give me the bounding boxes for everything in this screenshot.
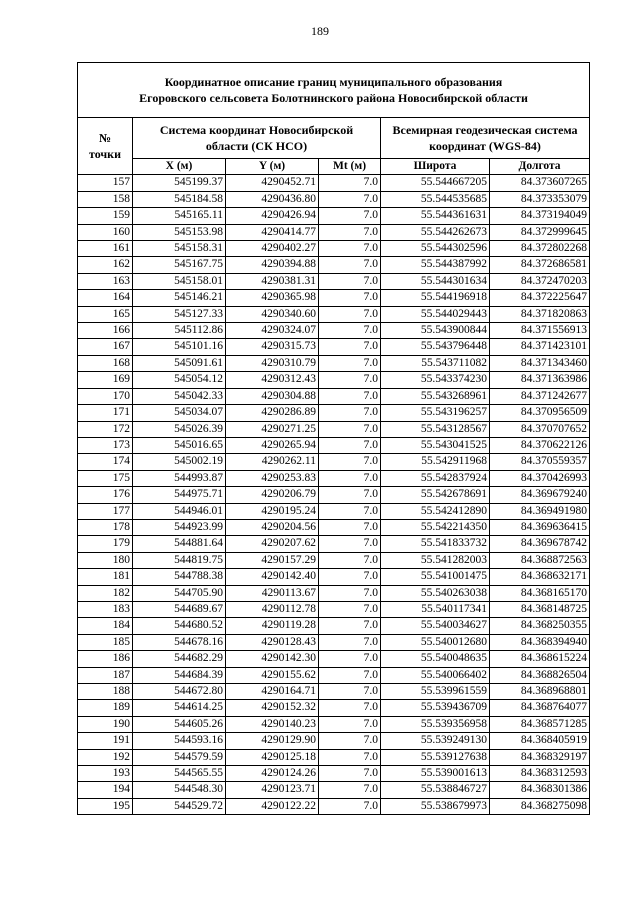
x-cell: 544923.99 (133, 519, 226, 535)
latitude-cell: 55.540012680 (381, 634, 490, 650)
point-number-cell: 179 (78, 536, 133, 552)
latitude-cell: 55.538679973 (381, 798, 490, 814)
latitude-cell: 55.540034627 (381, 618, 490, 634)
mt-cell: 7.0 (319, 388, 381, 404)
latitude-cell: 55.542412890 (381, 503, 490, 519)
table-row (78, 290, 590, 306)
x-cell: 545167.75 (133, 257, 226, 273)
y-cell: 4290129.90 (226, 733, 319, 749)
mt-cell: 7.0 (319, 684, 381, 700)
table-row (78, 421, 590, 437)
table-row (78, 798, 590, 814)
y-cell: 4290452.71 (226, 175, 319, 191)
y-cell: 4290286.89 (226, 405, 319, 421)
local-system-header (133, 118, 381, 159)
point-number-cell: 190 (78, 716, 133, 732)
x-cell: 544881.64 (133, 536, 226, 552)
latitude-cell: 55.544667205 (381, 175, 490, 191)
table-row (78, 355, 590, 371)
point-number-header-label: точки (88, 147, 122, 162)
table-row (78, 749, 590, 765)
longitude-cell: 84.368148725 (490, 601, 590, 617)
y-cell: 4290324.07 (226, 323, 319, 339)
point-number-cell: 184 (78, 618, 133, 634)
table-row (78, 257, 590, 273)
latitude-cell: 55.543374230 (381, 372, 490, 388)
x-cell: 544548.30 (133, 782, 226, 798)
longitude-cell: 84.370956509 (490, 405, 590, 421)
point-number-cell: 183 (78, 601, 133, 617)
point-number-cell: 173 (78, 437, 133, 453)
x-cell: 544672.80 (133, 684, 226, 700)
table-row (78, 684, 590, 700)
y-cell: 4290207.62 (226, 536, 319, 552)
point-number-cell: 164 (78, 290, 133, 306)
x-cell: 545153.98 (133, 224, 226, 240)
point-number-cell: 185 (78, 634, 133, 650)
table-row (78, 191, 590, 207)
y-cell: 4290262.11 (226, 454, 319, 470)
table-body (78, 175, 590, 815)
table-row (78, 782, 590, 798)
x-cell: 544946.01 (133, 503, 226, 519)
mt-cell: 7.0 (319, 519, 381, 535)
point-number-cell: 161 (78, 241, 133, 257)
y-cell: 4290253.83 (226, 470, 319, 486)
y-cell: 4290122.22 (226, 798, 319, 814)
point-number-cell: 162 (78, 257, 133, 273)
y-cell: 4290119.28 (226, 618, 319, 634)
longitude-cell: 84.368250355 (490, 618, 590, 634)
x-cell: 544684.39 (133, 667, 226, 683)
longitude-column-header: Долгота (490, 159, 590, 175)
table-row (78, 273, 590, 289)
mt-cell: 7.0 (319, 667, 381, 683)
longitude-cell: 84.368571285 (490, 716, 590, 732)
y-cell: 4290402.27 (226, 241, 319, 257)
point-number-cell: 169 (78, 372, 133, 388)
y-cell: 4290195.24 (226, 503, 319, 519)
x-cell: 544819.75 (133, 552, 226, 568)
mt-cell: 7.0 (319, 733, 381, 749)
latitude-cell: 55.544262673 (381, 224, 490, 240)
longitude-cell: 84.368764077 (490, 700, 590, 716)
table-row (78, 585, 590, 601)
mt-cell: 7.0 (319, 224, 381, 240)
mt-cell: 7.0 (319, 290, 381, 306)
latitude-cell: 55.543268961 (381, 388, 490, 404)
y-cell: 4290152.32 (226, 700, 319, 716)
latitude-cell: 55.544387992 (381, 257, 490, 273)
point-number-cell: 159 (78, 208, 133, 224)
table-row (78, 208, 590, 224)
point-number-cell: 180 (78, 552, 133, 568)
x-cell: 545002.19 (133, 454, 226, 470)
page-number: 189 (311, 24, 329, 38)
longitude-cell: 84.368275098 (490, 798, 590, 814)
longitude-cell: 84.372999645 (490, 224, 590, 240)
table-row (78, 651, 590, 667)
latitude-cell: 55.539127638 (381, 749, 490, 765)
longitude-cell: 84.368394940 (490, 634, 590, 650)
x-cell: 544593.16 (133, 733, 226, 749)
mt-cell: 7.0 (319, 208, 381, 224)
latitude-cell: 55.544301634 (381, 273, 490, 289)
y-cell: 4290436.80 (226, 191, 319, 207)
latitude-cell: 55.542837924 (381, 470, 490, 486)
mt-cell: 7.0 (319, 716, 381, 732)
table-row (78, 323, 590, 339)
mt-cell: 7.0 (319, 766, 381, 782)
table-row (78, 503, 590, 519)
x-cell: 544975.71 (133, 487, 226, 503)
y-cell: 4290381.31 (226, 273, 319, 289)
y-cell: 4290128.43 (226, 634, 319, 650)
latitude-cell: 55.542214350 (381, 519, 490, 535)
longitude-cell: 84.368615224 (490, 651, 590, 667)
latitude-cell: 55.539001613 (381, 766, 490, 782)
latitude-cell: 55.540066402 (381, 667, 490, 683)
point-number-cell: 181 (78, 569, 133, 585)
table-row (78, 241, 590, 257)
point-number-cell: 158 (78, 191, 133, 207)
x-cell: 545042.33 (133, 388, 226, 404)
y-column-header: Y (м) (226, 159, 319, 175)
mt-cell: 7.0 (319, 372, 381, 388)
y-cell: 4290140.23 (226, 716, 319, 732)
y-cell: 4290124.26 (226, 766, 319, 782)
local-system-header-line2: области (СК НСО) (205, 139, 308, 153)
latitude-cell: 55.540048635 (381, 651, 490, 667)
point-number-cell: 167 (78, 339, 133, 355)
latitude-cell: 55.542911968 (381, 454, 490, 470)
mt-cell: 7.0 (319, 175, 381, 191)
mt-cell: 7.0 (319, 634, 381, 650)
mt-cell: 7.0 (319, 273, 381, 289)
x-cell: 544788.38 (133, 569, 226, 585)
mt-column-header: Mt (м) (319, 159, 381, 175)
longitude-cell: 84.372686581 (490, 257, 590, 273)
y-cell: 4290365.98 (226, 290, 319, 306)
x-cell: 545101.16 (133, 339, 226, 355)
table-row (78, 372, 590, 388)
y-cell: 4290315.73 (226, 339, 319, 355)
mt-cell: 7.0 (319, 470, 381, 486)
table-row (78, 388, 590, 404)
mt-cell: 7.0 (319, 503, 381, 519)
point-number-cell: 165 (78, 306, 133, 322)
longitude-cell: 84.372470203 (490, 273, 590, 289)
mt-cell: 7.0 (319, 241, 381, 257)
y-cell: 4290340.60 (226, 306, 319, 322)
x-cell: 544993.87 (133, 470, 226, 486)
point-number-cell: 166 (78, 323, 133, 339)
point-number-cell: 174 (78, 454, 133, 470)
longitude-cell: 84.369491980 (490, 503, 590, 519)
x-cell: 544605.26 (133, 716, 226, 732)
point-number-cell: 188 (78, 684, 133, 700)
y-cell: 4290155.62 (226, 667, 319, 683)
y-cell: 4290157.29 (226, 552, 319, 568)
latitude-cell: 55.544196918 (381, 290, 490, 306)
table-row (78, 470, 590, 486)
y-cell: 4290123.71 (226, 782, 319, 798)
x-cell: 544579.59 (133, 749, 226, 765)
y-cell: 4290426.94 (226, 208, 319, 224)
table-row (78, 175, 590, 191)
table-row (78, 536, 590, 552)
latitude-cell: 55.538846727 (381, 782, 490, 798)
x-cell: 545127.33 (133, 306, 226, 322)
x-cell: 545034.07 (133, 405, 226, 421)
latitude-cell: 55.543711082 (381, 355, 490, 371)
latitude-cell: 55.543796448 (381, 339, 490, 355)
latitude-cell: 55.539249130 (381, 733, 490, 749)
longitude-cell: 84.368405919 (490, 733, 590, 749)
point-number-cell: 195 (78, 798, 133, 814)
x-cell: 544689.67 (133, 601, 226, 617)
table-row (78, 306, 590, 322)
longitude-cell: 84.372225647 (490, 290, 590, 306)
table-row (78, 569, 590, 585)
longitude-cell: 84.368968801 (490, 684, 590, 700)
mt-cell: 7.0 (319, 782, 381, 798)
latitude-cell: 55.542678691 (381, 487, 490, 503)
y-cell: 4290310.79 (226, 355, 319, 371)
point-number-cell: 171 (78, 405, 133, 421)
longitude-cell: 84.368301386 (490, 782, 590, 798)
x-cell: 545016.65 (133, 437, 226, 453)
mt-cell: 7.0 (319, 651, 381, 667)
mt-cell: 7.0 (319, 437, 381, 453)
point-number-cell: 194 (78, 782, 133, 798)
mt-cell: 7.0 (319, 618, 381, 634)
latitude-cell: 55.543128567 (381, 421, 490, 437)
latitude-cell: 55.544302596 (381, 241, 490, 257)
global-system-header-line1: Всемирная геодезическая система (392, 123, 578, 137)
x-cell: 544614.25 (133, 700, 226, 716)
latitude-cell: 55.543196257 (381, 405, 490, 421)
point-number-cell: 177 (78, 503, 133, 519)
longitude-cell: 84.368329197 (490, 749, 590, 765)
x-cell: 544705.90 (133, 585, 226, 601)
longitude-cell: 84.371242677 (490, 388, 590, 404)
table-row (78, 552, 590, 568)
table-row (78, 519, 590, 535)
longitude-cell: 84.370622126 (490, 437, 590, 453)
x-cell: 545165.11 (133, 208, 226, 224)
x-cell: 545091.61 (133, 355, 226, 371)
longitude-cell: 84.373353079 (490, 191, 590, 207)
longitude-cell: 84.369679240 (490, 487, 590, 503)
table-row (78, 601, 590, 617)
table-title-line1: Координатное описание границ муниципального образования (164, 75, 503, 89)
longitude-cell: 84.373194049 (490, 208, 590, 224)
y-cell: 4290304.88 (226, 388, 319, 404)
point-number-cell: 193 (78, 766, 133, 782)
point-number-cell: 182 (78, 585, 133, 601)
latitude-cell: 55.540117341 (381, 601, 490, 617)
mt-cell: 7.0 (319, 191, 381, 207)
longitude-cell: 84.368826504 (490, 667, 590, 683)
longitude-cell: 84.368312593 (490, 766, 590, 782)
longitude-cell: 84.368165170 (490, 585, 590, 601)
mt-cell: 7.0 (319, 749, 381, 765)
x-cell: 545184.58 (133, 191, 226, 207)
x-cell: 545112.86 (133, 323, 226, 339)
table-row (78, 634, 590, 650)
y-cell: 4290142.30 (226, 651, 319, 667)
mt-cell: 7.0 (319, 601, 381, 617)
x-cell: 545054.12 (133, 372, 226, 388)
point-number-cell: 176 (78, 487, 133, 503)
global-system-header (381, 118, 590, 159)
global-system-header-line2: координат (WGS-84) (429, 139, 541, 153)
x-cell: 545158.31 (133, 241, 226, 257)
latitude-cell: 55.544361631 (381, 208, 490, 224)
longitude-cell: 84.369678742 (490, 536, 590, 552)
point-number-cell: 186 (78, 651, 133, 667)
y-cell: 4290142.40 (226, 569, 319, 585)
x-cell: 544682.29 (133, 651, 226, 667)
longitude-cell: 84.370559357 (490, 454, 590, 470)
latitude-cell: 55.539436709 (381, 700, 490, 716)
latitude-cell: 55.541833732 (381, 536, 490, 552)
y-cell: 4290414.77 (226, 224, 319, 240)
mt-cell: 7.0 (319, 798, 381, 814)
y-cell: 4290112.78 (226, 601, 319, 617)
point-number-cell: 189 (78, 700, 133, 716)
latitude-column-header: Широта (381, 159, 490, 175)
mt-cell: 7.0 (319, 536, 381, 552)
latitude-cell: 55.543900844 (381, 323, 490, 339)
longitude-cell: 84.368872563 (490, 552, 590, 568)
x-cell: 545026.39 (133, 421, 226, 437)
point-number-cell: 163 (78, 273, 133, 289)
longitude-cell: 84.370426993 (490, 470, 590, 486)
table-row (78, 454, 590, 470)
latitude-cell: 55.544535685 (381, 191, 490, 207)
mt-cell: 7.0 (319, 421, 381, 437)
longitude-cell: 84.369636415 (490, 519, 590, 535)
table-row (78, 667, 590, 683)
longitude-cell: 84.372802268 (490, 241, 590, 257)
mt-cell: 7.0 (319, 454, 381, 470)
table-row (78, 733, 590, 749)
mt-cell: 7.0 (319, 585, 381, 601)
point-number-header-symbol: № (98, 131, 112, 146)
longitude-cell: 84.371556913 (490, 323, 590, 339)
latitude-cell: 55.539961559 (381, 684, 490, 700)
latitude-cell: 55.541001475 (381, 569, 490, 585)
x-cell: 545158.01 (133, 273, 226, 289)
point-number-cell: 160 (78, 224, 133, 240)
mt-cell: 7.0 (319, 355, 381, 371)
point-number-cell: 157 (78, 175, 133, 191)
table-row (78, 339, 590, 355)
longitude-cell: 84.371343460 (490, 355, 590, 371)
mt-cell: 7.0 (319, 405, 381, 421)
point-number-cell: 168 (78, 355, 133, 371)
mt-cell: 7.0 (319, 306, 381, 322)
longitude-cell: 84.371423101 (490, 339, 590, 355)
longitude-cell: 84.370707652 (490, 421, 590, 437)
table-row (78, 766, 590, 782)
longitude-cell: 84.371820863 (490, 306, 590, 322)
y-cell: 4290265.94 (226, 437, 319, 453)
y-cell: 4290125.18 (226, 749, 319, 765)
mt-cell: 7.0 (319, 323, 381, 339)
mt-cell: 7.0 (319, 487, 381, 503)
point-number-cell: 192 (78, 749, 133, 765)
x-cell: 544680.52 (133, 618, 226, 634)
y-cell: 4290394.88 (226, 257, 319, 273)
table-row (78, 700, 590, 716)
x-cell: 545146.21 (133, 290, 226, 306)
latitude-cell: 55.543041525 (381, 437, 490, 453)
y-cell: 4290312.43 (226, 372, 319, 388)
longitude-cell: 84.368632171 (490, 569, 590, 585)
table-row (78, 405, 590, 421)
mt-cell: 7.0 (319, 257, 381, 273)
table-title-line2: Егоровского сельсовета Болотнинского района Новосибирской области (139, 91, 528, 105)
y-cell: 4290113.67 (226, 585, 319, 601)
point-number-cell: 178 (78, 519, 133, 535)
latitude-cell: 55.544029443 (381, 306, 490, 322)
mt-cell: 7.0 (319, 700, 381, 716)
local-system-header-line1: Система координат Новосибирской (159, 123, 354, 137)
y-cell: 4290206.79 (226, 487, 319, 503)
table-row (78, 487, 590, 503)
point-number-cell: 170 (78, 388, 133, 404)
mt-cell: 7.0 (319, 339, 381, 355)
point-number-cell: 191 (78, 733, 133, 749)
x-cell: 544565.55 (133, 766, 226, 782)
x-cell: 545199.37 (133, 175, 226, 191)
mt-cell: 7.0 (319, 569, 381, 585)
y-cell: 4290271.25 (226, 421, 319, 437)
point-number-header (78, 118, 133, 175)
coordinates-table (77, 62, 590, 815)
table-row (78, 437, 590, 453)
table-title (78, 63, 590, 118)
longitude-cell: 84.373607265 (490, 175, 590, 191)
table-row (78, 716, 590, 732)
y-cell: 4290204.56 (226, 519, 319, 535)
table-row (78, 618, 590, 634)
latitude-cell: 55.540263038 (381, 585, 490, 601)
point-number-cell: 187 (78, 667, 133, 683)
table-row (78, 224, 590, 240)
x-column-header: X (м) (133, 159, 226, 175)
longitude-cell: 84.371363986 (490, 372, 590, 388)
mt-cell: 7.0 (319, 552, 381, 568)
latitude-cell: 55.539356958 (381, 716, 490, 732)
y-cell: 4290164.71 (226, 684, 319, 700)
point-number-cell: 172 (78, 421, 133, 437)
x-cell: 544678.16 (133, 634, 226, 650)
x-cell: 544529.72 (133, 798, 226, 814)
point-number-cell: 175 (78, 470, 133, 486)
latitude-cell: 55.541282003 (381, 552, 490, 568)
